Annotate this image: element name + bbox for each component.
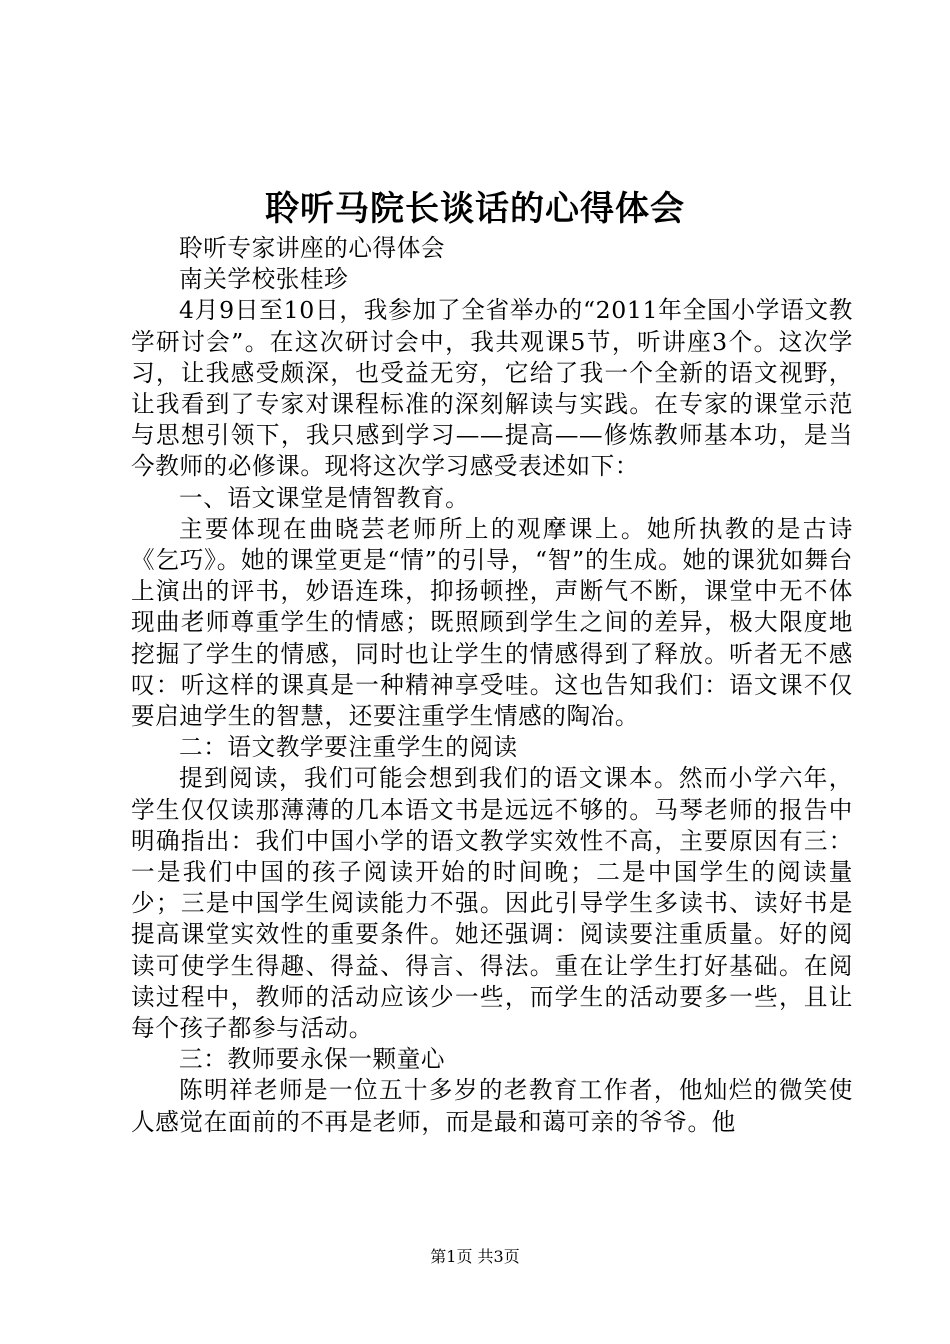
section-heading-2: 二：语文教学要注重学生的阅读 bbox=[179, 733, 518, 762]
subtitle-paragraph: 聆听专家讲座的心得体会 bbox=[179, 234, 446, 262]
author-paragraph: 南关学校张桂珍 bbox=[179, 265, 349, 294]
section-heading-1: 一、语文课堂是情智教育。 bbox=[179, 483, 470, 512]
document-body bbox=[131, 233, 853, 1138]
section-body-2: 提到阅读，我们可能会想到我们的语文课本。然而小学六年，学生仅仅读那薄薄的几本语文书是远远不够的。马琴老师的报告中明确指出：我们中国小学的语文教学实效性不高，主要原因有三：一是我们中国的孩子阅读开始的时间晚；二是中国学生的阅读量少；三是中国学生阅读能力不强。因此引导学生多读书、读好书是提高课堂实效性的重要条件。她还强调：阅读要注重质量。好的阅读可使学生得趣、得益、得言、得法。重在让学生打好基础。在阅读过程中，教师的活动应该少一些，而学生的活动要多一些，且让每个孩子都参与活动。 bbox=[131, 764, 853, 1043]
page-footer: 第1页 共3页 bbox=[430, 1247, 520, 1266]
section-body-3: 陈明祥老师是一位五十多岁的老教育工作者，他灿烂的微笑使人感觉在面前的不再是老师，而是最和蔼可亲的爷爷。他 bbox=[131, 1076, 853, 1136]
section-heading-3: 三：教师要永保一颗童心 bbox=[179, 1045, 446, 1074]
intro-paragraph: 4月9日至10日，我参加了全省举办的“2011年全国小学语文教学研讨会”。在这次研讨会中，我共观课5节，听讲座3个。这次学习，让我感受颇深，也受益无穷，它给了我一个全新的语文视野，让我看到了专家对课程标准的深刻解读与实践。在专家的课堂示范与思想引领下，我只感到学习——提高——修炼教师基本功，是当今教师的必修课。现将这次学习感受表述如下： bbox=[131, 296, 853, 481]
section-body-1: 主要体现在曲晓芸老师所上的观摩课上。她所执教的是古诗《乞巧》。她的课堂更是“情”的引导，“智”的生成。她的课犹如舞台上演出的评书，妙语连珠，抑扬顿挫，声断气不断，课堂中无不体现曲老师尊重学生的情感；既照顾到学生之间的差异，极大限度地挖掘了学生的情感，同时也让学生的情感得到了释放。听者无不感叹：听这样的课真是一种精神享受哇。这也告知我们：语文课不仅要启迪学生的智慧，还要注重学生情感的陶冶。 bbox=[131, 514, 853, 731]
document-title: 聆听马院长谈话的心得体会 bbox=[265, 189, 685, 229]
